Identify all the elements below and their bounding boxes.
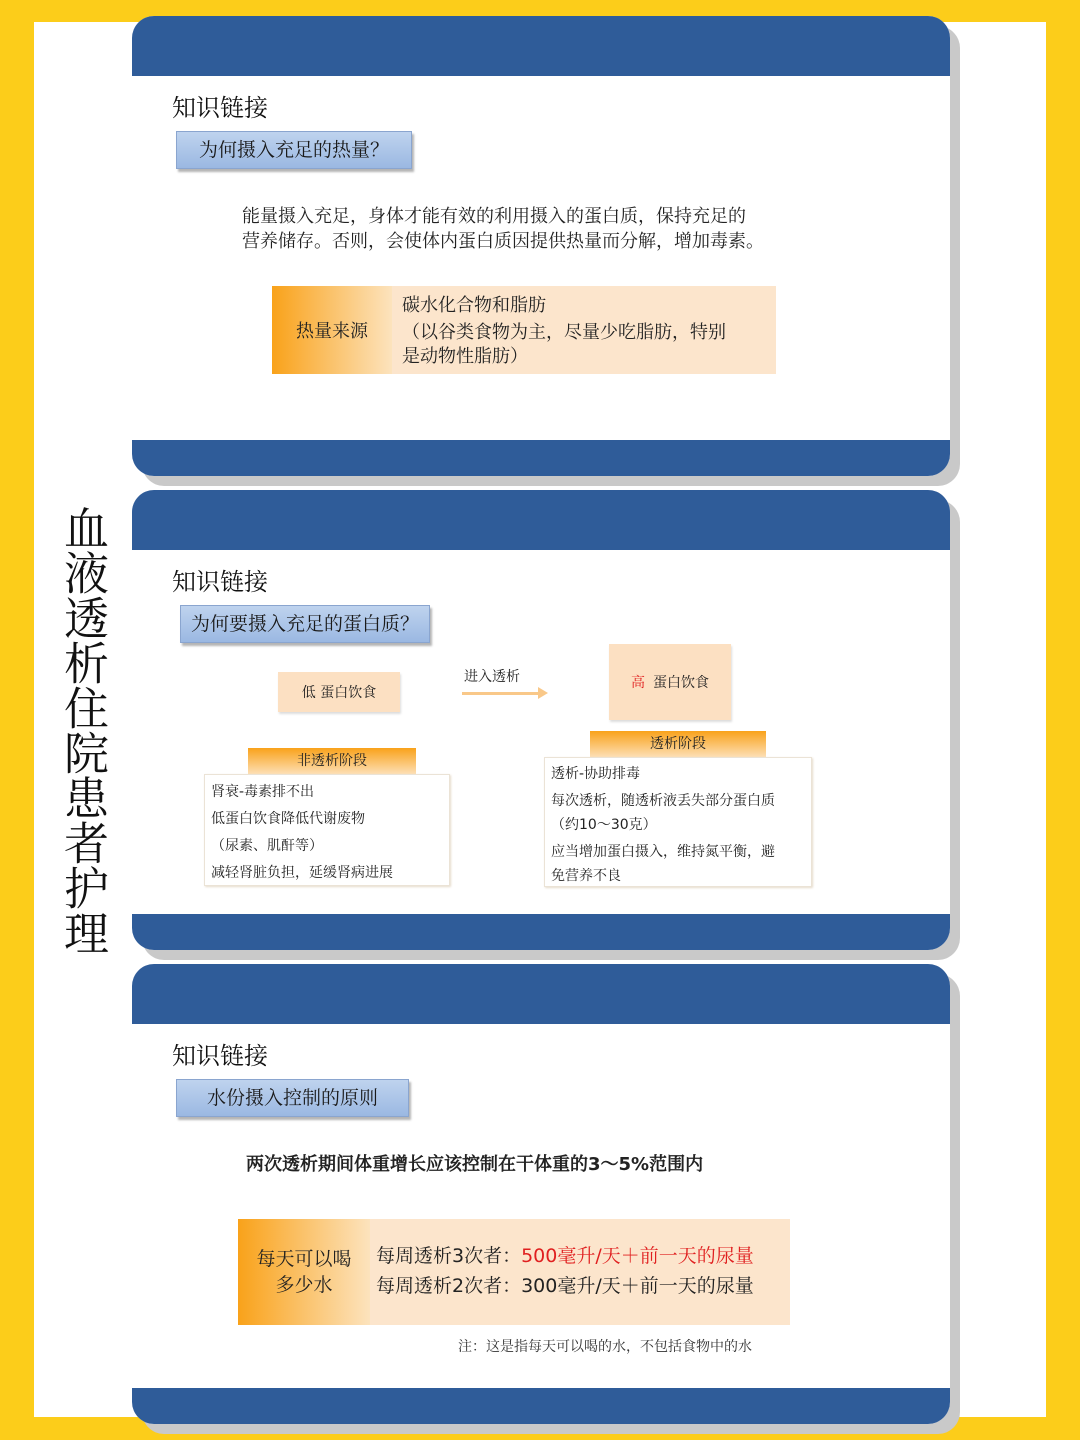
slide-bottom-bar: [132, 1388, 950, 1424]
list-item: 每次透析，随透析液丢失部分蛋白质: [551, 793, 775, 809]
non-dialysis-stage-label: 非透析阶段: [248, 748, 416, 774]
non-dialysis-box: [204, 774, 450, 886]
list-item: （尿素、肌酐等）: [211, 838, 323, 854]
side-title: 血液透析住院患者护理: [56, 505, 109, 955]
water-rules: [370, 1219, 790, 1325]
arrow-head-icon: [538, 687, 548, 699]
rule-prefix: 每周透析3次者：: [376, 1245, 522, 1267]
slide-heading: 知识链接: [172, 1042, 268, 1070]
calorie-source-key: 热量来源: [272, 286, 392, 374]
slide-top-bar: [132, 16, 950, 76]
water-principle: 两次透析期间体重增长应该控制在干体重的3～5%范围内: [246, 1154, 704, 1175]
slide-bottom-bar: [132, 440, 950, 476]
paragraph-line: 能量摄入充足，身体才能有效的利用摄入的蛋白质，保持充足的: [242, 206, 746, 227]
paragraph-line: 营养储存。否则，会使体内蛋白质因提供热量而分解，增加毒素。: [242, 231, 764, 252]
slide-water: [132, 964, 950, 1424]
rule-two-times: 每周透析2次者：300毫升/天＋前一天的尿量: [376, 1275, 754, 1297]
source-line: 是动物性脂肪）: [402, 346, 528, 367]
rule-three-times: [376, 1241, 790, 1271]
arrow-right-icon: [462, 692, 542, 695]
source-line: （以谷类食物为主，尽量少吃脂肪，特别: [402, 322, 726, 343]
slide-heading: 知识链接: [172, 568, 268, 596]
explanation-paragraph: [242, 204, 764, 254]
list-item: 减轻肾脏负担，延缓肾病进展: [211, 865, 393, 881]
list-item: 低蛋白饮食降低代谢废物: [211, 811, 365, 827]
high-prefix: 高: [631, 675, 645, 691]
dialysis-stage-label: 透析阶段: [590, 731, 766, 757]
key-line: 多少水: [275, 1274, 333, 1296]
list-item: 免营养不良: [551, 868, 621, 884]
calorie-source-detail: [392, 286, 776, 374]
arrow-label: 进入透析: [464, 669, 520, 685]
source-line: 碳水化合物和脂肪: [402, 295, 546, 316]
question-banner: 水份摄入控制的原则: [176, 1079, 409, 1117]
low-protein-diet: 低 蛋白饮食: [278, 672, 400, 712]
rule-value: 500毫升/天＋前一天的尿量: [521, 1245, 754, 1267]
question-banner: 为何摄入充足的热量？: [176, 131, 412, 169]
slide-bottom-bar: [132, 914, 950, 950]
high-protein-diet: [609, 644, 731, 720]
list-item: 透析-协助排毒: [551, 766, 641, 782]
question-banner: 为何要摄入充足的蛋白质？: [180, 605, 430, 643]
list-item: （约10～30克）: [551, 817, 657, 833]
footnote: 注：这是指每天可以喝的水，不包括食物中的水: [458, 1339, 752, 1355]
slide-calories: [132, 16, 950, 476]
water-amount-key: [238, 1219, 370, 1325]
slide-top-bar: [132, 490, 950, 550]
slide-protein: [132, 490, 950, 950]
dialysis-box: [544, 757, 812, 887]
slide-top-bar: [132, 964, 950, 1024]
list-item: 应当增加蛋白摄入，维持氮平衡，避: [551, 844, 775, 860]
slide-heading: 知识链接: [172, 94, 268, 122]
key-line: 每天可以喝: [256, 1248, 352, 1270]
high-diet-label: 蛋白饮食: [653, 675, 709, 691]
list-item: 肾衰-毒素排不出: [211, 784, 315, 800]
